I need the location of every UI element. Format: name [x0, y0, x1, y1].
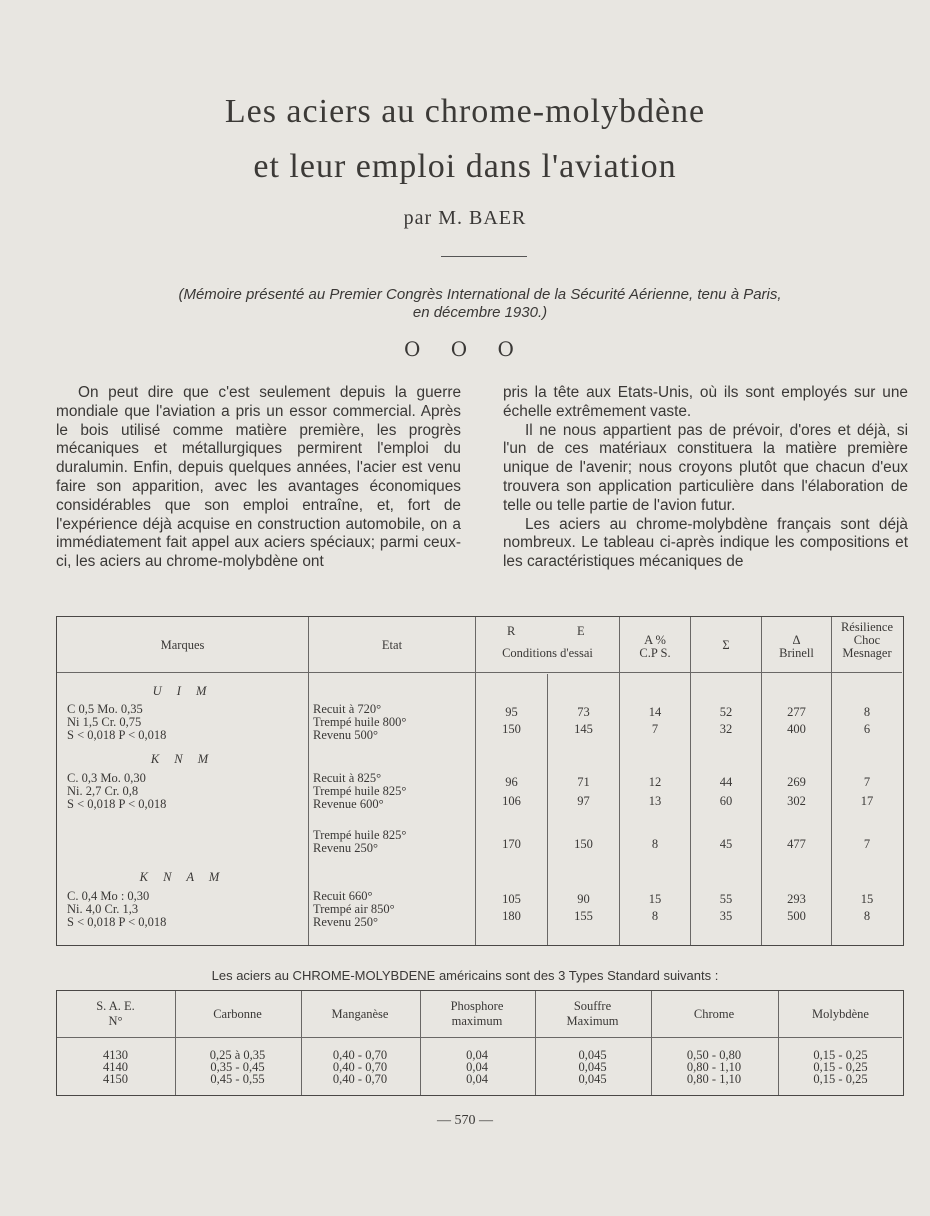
value-brinell: 277	[787, 705, 806, 719]
french-steels-table	[56, 616, 904, 946]
header-manganese: Manganèse	[331, 1007, 389, 1021]
group-name: K N M	[150, 752, 215, 766]
cell-molybdene: 0,15 - 0,25	[813, 1048, 868, 1062]
header-sae-number: S. A. E.	[96, 999, 135, 1013]
cell-manganese: 0,40 - 0,70	[332, 1048, 388, 1062]
memoire-note	[90, 286, 870, 322]
marque-line: C. 0,4 Mo : 0,30	[67, 889, 150, 903]
value-a: 15	[648, 892, 662, 906]
etat-line: Revenu 250°	[313, 841, 379, 855]
header-r: R	[507, 624, 516, 638]
value-resilience: 6	[863, 722, 871, 736]
header-sae-number: N°	[108, 1014, 123, 1028]
cell-phosphore: 0,04	[466, 1048, 488, 1062]
value-r: 180	[502, 909, 521, 923]
value-resilience: 7	[863, 837, 871, 851]
cell-carbonne: 0,35 - 0,45	[210, 1060, 265, 1074]
value-e: 90	[577, 892, 590, 906]
value-sigma: 44	[719, 775, 733, 789]
header-resilience: Résilience	[840, 620, 894, 634]
value-sigma: 55	[719, 892, 733, 906]
memoire-line-2: en décembre 1930.)	[412, 304, 548, 321]
cell-sae-number: 4150	[103, 1072, 128, 1086]
header-sigma: Σ	[722, 638, 730, 652]
value-a: 14	[648, 705, 662, 719]
marque-line: Ni. 2,7 Cr. 0,8	[67, 784, 139, 798]
header-souffre: Souffre	[573, 999, 612, 1013]
etat-line: Recuit à 825°	[313, 771, 382, 785]
header-choc: Choc	[853, 633, 881, 647]
value-brinell: 302	[787, 794, 806, 808]
value-sigma: 60	[719, 794, 733, 808]
value-e: 155	[574, 909, 593, 923]
etat-line: Trempé huile 800°	[313, 715, 407, 729]
header-rule	[57, 672, 902, 673]
paragraph: Il ne nous appartient pas de prévoir, d'ores et déjà, si l'un de ces matériaux constituera la matière première unique de l'avenir; nous croyons plutôt que chacun d'eux trouvera son application particulière dans l'élaboration de telle ou telle partie de l'avion futur.	[503, 421, 908, 514]
cell-phosphore: 0,04	[466, 1072, 488, 1086]
cell-souffre: 0,045	[578, 1072, 607, 1086]
group-name: U I M	[152, 684, 213, 698]
american-steels-table	[56, 990, 904, 1096]
value-sigma: 52	[719, 705, 733, 719]
paragraph: Les aciers au chrome-molybdène français sont déjà nombreux. Le tableau ci-après indique les compositions et les caractéristiques mécaniques de	[503, 515, 908, 571]
value-brinell: 269	[787, 775, 806, 789]
value-resilience: 8	[863, 909, 871, 923]
header-brinell: Brinell	[779, 646, 814, 660]
cell-molybdene: 0,15 - 0,25	[813, 1060, 868, 1074]
title-line-2: et leur emploi dans l'aviation	[253, 148, 677, 185]
etat-line: Revenu 250°	[313, 915, 379, 929]
value-resilience: 15	[860, 892, 874, 906]
value-e: 71	[577, 775, 590, 789]
value-brinell: 477	[787, 837, 806, 851]
etat-line: Recuit 660°	[313, 889, 373, 903]
value-brinell: 293	[787, 892, 806, 906]
text-column-right	[503, 384, 908, 572]
ornament: O O O	[404, 337, 526, 361]
etat-line: Revenu 500°	[313, 728, 379, 742]
cell-chrome: 0,80 - 1,10	[686, 1060, 742, 1074]
value-resilience: 8	[863, 705, 871, 719]
header-etat: Etat	[381, 638, 403, 652]
header-a: A %	[644, 633, 666, 647]
etat-line: Revenue 600°	[313, 797, 384, 811]
value-brinell: 400	[787, 722, 806, 736]
cell-sae-number: 4140	[103, 1060, 128, 1074]
value-e: 97	[577, 794, 590, 808]
etat-line: Trempé huile 825°	[313, 784, 407, 798]
cell-sae-number: 4130	[103, 1048, 128, 1062]
header-souffre: Maximum	[566, 1014, 619, 1028]
header-conditions: Conditions d'essai	[502, 646, 593, 660]
value-r: 170	[502, 837, 521, 851]
value-sigma: 35	[719, 909, 733, 923]
marque-line: Ni. 4,0 Cr. 1,3	[67, 902, 139, 916]
marque-line: S < 0,018 P < 0,018	[67, 797, 167, 811]
value-r: 95	[505, 705, 518, 719]
cell-manganese: 0,40 - 0,70	[332, 1072, 388, 1086]
marque-line: Ni 1,5 Cr. 0,75	[67, 715, 142, 729]
value-resilience: 17	[860, 794, 874, 808]
value-a: 7	[651, 722, 659, 736]
marque-line: S < 0,018 P < 0,018	[67, 915, 167, 929]
cell-phosphore: 0,04	[466, 1060, 488, 1074]
cell-souffre: 0,045	[578, 1060, 607, 1074]
title-rule	[441, 256, 527, 257]
author: par M. BAER	[403, 207, 527, 229]
header-chrome: Chrome	[693, 1007, 735, 1021]
header-molybdene: Molybdène	[812, 1007, 869, 1021]
value-brinell: 500	[787, 909, 806, 923]
value-r: 106	[502, 794, 521, 808]
text-column-left	[56, 384, 461, 572]
header-delta: Δ	[792, 633, 801, 647]
header-phosphore: maximum	[451, 1014, 503, 1028]
value-resilience: 7	[863, 775, 871, 789]
cell-chrome: 0,80 - 1,10	[686, 1072, 742, 1086]
value-e: 73	[577, 705, 590, 719]
value-e: 150	[574, 837, 593, 851]
value-e: 145	[574, 722, 593, 736]
american-steels-caption: Les aciers au CHROME-MOLYBDENE américains sont des 3 Types Standard suivants :	[211, 968, 719, 983]
group-name: K N A M	[139, 870, 226, 884]
header-phosphore: Phosphore	[450, 999, 504, 1013]
paragraph: On peut dire que c'est seulement depuis la guerre mondiale que l'aviation a pris un essor commercial. Après le bois utilisé comme matière première, les progrès mécaniques et métallurgiques permirent l'emploi du duralumin. Enfin, depuis quelques années, l'acier est venu faire son apparition, avec les avantages économiques considérables que son emploi entraîne, et, fort de l'expérience déjà acquise en construction automobile, on a immédiatement fait appel aux aciers spéciaux; parmi ceux-ci, les aciers au chrome-molybdène ont	[56, 384, 461, 571]
memoire-line-1: (Mémoire présenté au Premier Congrès International de la Sécurité Aérienne, tenu à Paris,	[178, 286, 782, 303]
cell-souffre: 0,045	[578, 1048, 607, 1062]
value-sigma: 45	[719, 837, 733, 851]
header-cps: C.P S.	[639, 646, 671, 660]
cell-carbonne: 0,25 à 0,35	[209, 1048, 266, 1062]
etat-line: Trempé huile 825°	[313, 828, 407, 842]
value-a: 13	[648, 794, 662, 808]
cell-carbonne: 0,45 - 0,55	[210, 1072, 265, 1086]
value-a: 8	[651, 909, 659, 923]
cell-molybdene: 0,15 - 0,25	[813, 1072, 868, 1086]
value-r: 150	[502, 722, 521, 736]
value-sigma: 32	[719, 722, 733, 736]
etat-line: Trempé air 850°	[313, 902, 395, 916]
etat-line: Recuit à 720°	[313, 702, 382, 716]
value-r: 96	[505, 775, 518, 789]
header-marques: Marques	[160, 638, 205, 652]
value-a: 8	[651, 837, 659, 851]
header-e: E	[577, 624, 585, 638]
marque-line: C. 0,3 Mo. 0,30	[67, 771, 146, 785]
value-r: 105	[502, 892, 521, 906]
header-carbonne: Carbonne	[213, 1007, 262, 1021]
marque-line: S < 0,018 P < 0,018	[67, 728, 167, 742]
cell-chrome: 0,50 - 0,80	[686, 1048, 742, 1062]
cell-manganese: 0,40 - 0,70	[332, 1060, 388, 1074]
value-a: 12	[648, 775, 662, 789]
header-mesnager: Mesnager	[842, 646, 892, 660]
paragraph: pris la tête aux Etats-Unis, où ils sont employés sur une échelle extrêmement vaste.	[503, 384, 908, 420]
page-number: — 570 —	[437, 1113, 493, 1128]
marque-line: C 0,5 Mo. 0,35	[67, 702, 143, 716]
title-line-1: Les aciers au chrome-molybdène	[224, 93, 706, 130]
